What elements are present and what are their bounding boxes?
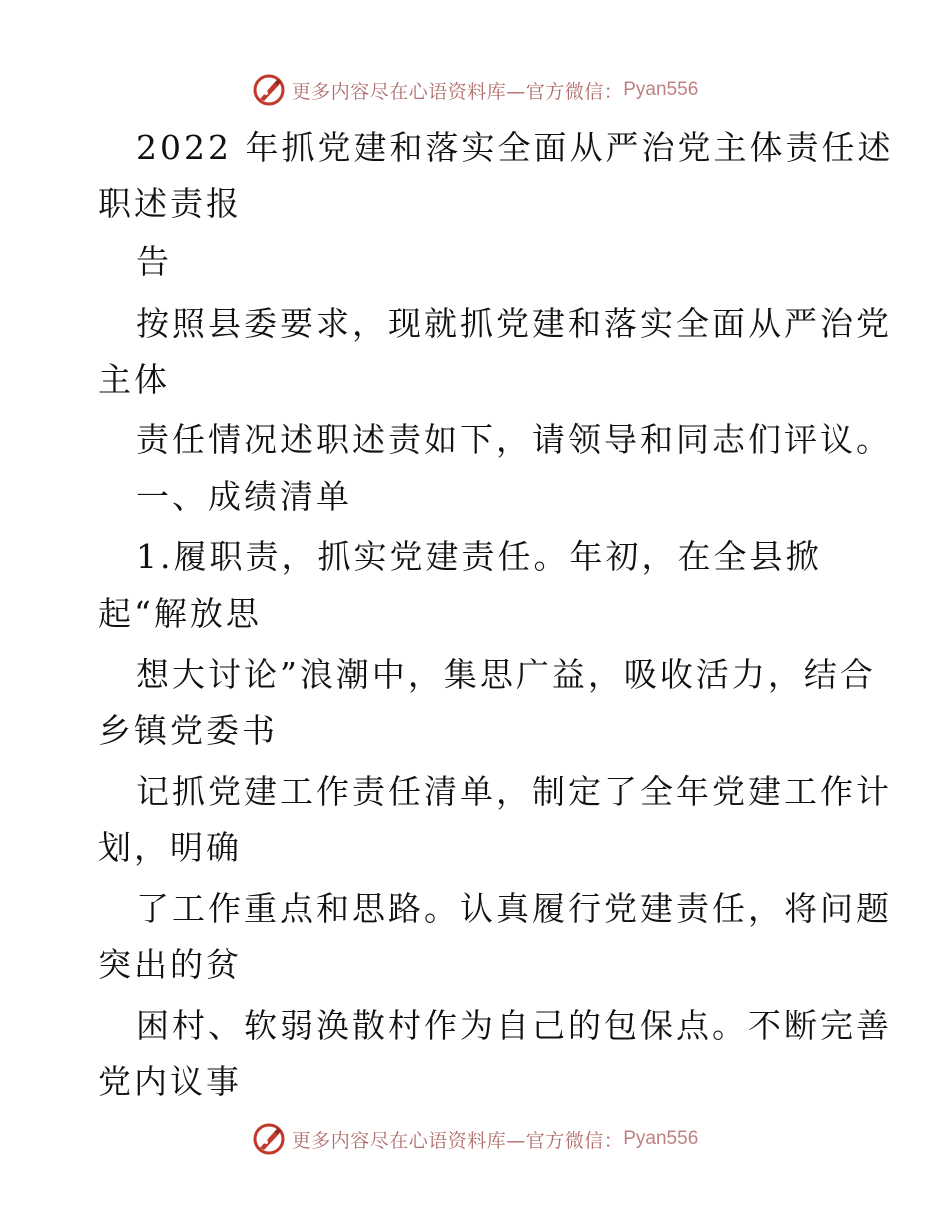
footer-watermark — [0, 1119, 950, 1159]
pen-logo-icon — [252, 1122, 286, 1156]
watermark-wechat-id: Pyan556 — [623, 79, 699, 100]
paragraph-line: 乡镇党委书 — [98, 711, 278, 750]
paragraph-line: 按照县委要求，现就抓党建和落实全面从严治党 — [136, 304, 892, 343]
watermark-text: 更多内容尽在心语资料库—官方微信： — [291, 80, 624, 103]
paragraph-line: 想大讨论”浪潮中，集思广益，吸收活力，结合 — [136, 655, 876, 694]
paragraph-line: 划，明确 — [98, 828, 242, 867]
paragraph-line: 了工作重点和思路。认真履行党建责任，将问题 — [136, 889, 892, 928]
watermark-wechat-id: Pyan556 — [623, 1128, 699, 1149]
title-line-1: 2022 年抓党建和落实全面从严治党主体责任述 — [136, 128, 894, 167]
title-line-3: 告 — [136, 242, 172, 281]
paragraph-line: 起“解放思 — [98, 594, 262, 633]
paragraph-line: 责任情况述职述责如下，请领导和同志们评议。 — [136, 420, 892, 459]
paragraph-line: 困村、软弱涣散村作为自己的包保点。不断完善 — [136, 1006, 892, 1045]
pen-logo-icon — [252, 73, 286, 107]
watermark-text: 更多内容尽在心语资料库—官方微信： — [291, 1129, 624, 1152]
paragraph-line: 党内议事 — [98, 1062, 242, 1101]
title-line-2: 职述责报 — [98, 184, 242, 223]
paragraph-line: 1.履职责，抓实党建责任。年初，在全县掀 — [136, 537, 822, 576]
header-watermark — [0, 70, 950, 110]
paragraph-line: 突出的贫 — [98, 945, 242, 984]
paragraph-line: 主体 — [98, 360, 170, 399]
paragraph-line: 记抓党建工作责任清单，制定了全年党建工作计 — [136, 772, 892, 811]
section-heading: 一、成绩清单 — [136, 477, 352, 516]
